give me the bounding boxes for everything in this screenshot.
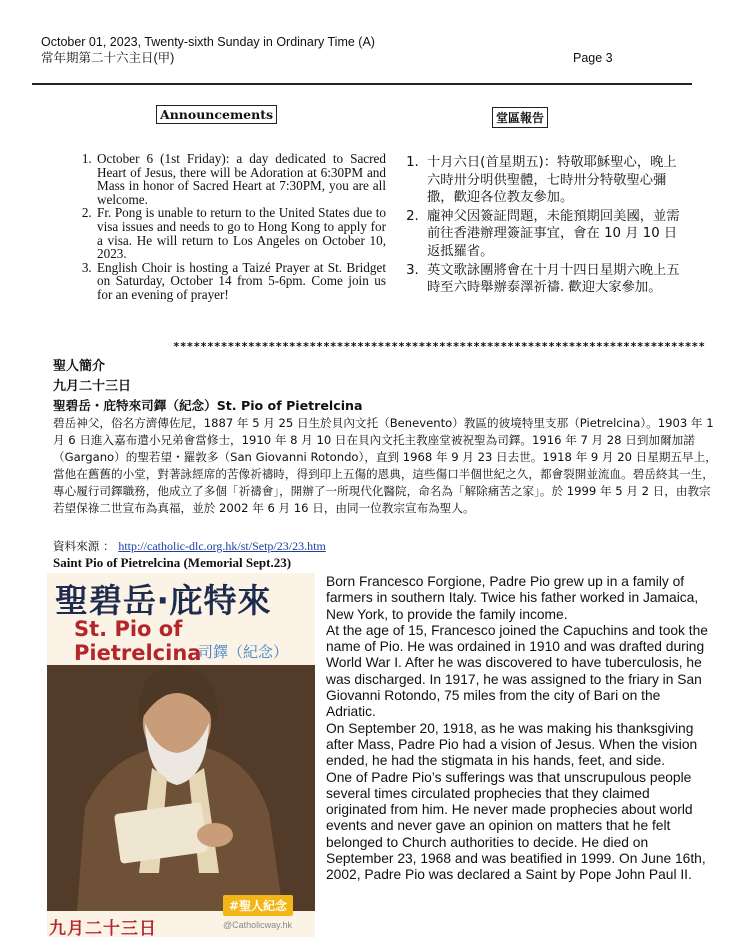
saint-en-paragraph: At the age of 15, Francesco joined the Capuchins and took the name of Pio. He was ordained in 1910 and was drafted during World War I. After he was discovered to have tuberculosis, he was discharged. In 1917, he was assigned to the friary in San Giovanni Rotondo, 75 miles from the city of Bari on the Adriatic. bbox=[326, 622, 708, 720]
announcements-title-zh: 堂區報告 bbox=[492, 107, 548, 128]
saint-pio-image bbox=[47, 573, 315, 937]
saint-en-paragraph: Born Francesco Forgione, Padre Pio grew up in a family of farmers in southern Italy. Twice his father worked in Jamaica, New York, to provide the family income. bbox=[326, 574, 699, 622]
image-subtitle-zh: 司鐸（紀念） bbox=[198, 643, 289, 661]
announcement-zh-item: 3. 英文歌詠團將會在十月十四日星期六晚上五時至六時舉辦泰澤祈禱. 歡迎大家參加。 bbox=[423, 262, 688, 297]
announcement-en-item: 1. October 6 (1st Friday): a day dedicated to Sacred Heart of Jesus, there will be Adoration at 6:30PM and Mass in honor of Sacred Heart at 7:30PM, you are all welcome. bbox=[95, 152, 386, 206]
image-tag: #聖人紀念 bbox=[223, 895, 293, 916]
saint-zh-source bbox=[53, 538, 326, 555]
announcement-zh-item: 2. 龐神父因簽証問題，未能預期回美國，並需前往香港辦理簽証事宜，會在 10 月 10 日返抵羅省。 bbox=[423, 208, 688, 261]
saint-en-paragraph: On September 20, 1918, as he was making his thanksgiving after Mass, Padre Pio had a vision of Jesus. When the vision ended, he had the stigmata in his hands, feet, and side. bbox=[326, 720, 698, 769]
announcements-list-en bbox=[71, 152, 386, 302]
saint-zh-heading1: 聖人簡介 bbox=[53, 359, 106, 374]
image-date-zh: 九月二十三日 bbox=[49, 919, 157, 937]
source-link[interactable]: http://catholic-dlc.org.hk/st/Setp/23/23.htm bbox=[118, 539, 326, 553]
image-title-zh: 聖碧岳‧庇特來 bbox=[55, 581, 272, 620]
announcement-en-item: 3. English Choir is hosting a Taizé Prayer at St. Bridget on Saturday, October 14 from 5-6pm. Come join us for an evening of prayer! bbox=[95, 261, 386, 302]
header-zh-line: 常年期第二十六主日(甲) bbox=[41, 51, 175, 65]
announcements-title-en: Announcements bbox=[156, 105, 277, 124]
announcements-list-zh bbox=[401, 154, 688, 298]
image-title-en: St. Pio of Pietrelcina bbox=[74, 617, 202, 665]
saint-zh-body: 碧岳神父，俗名方濟傳佐尼，1887 年 5 月 25 日生於貝內文托（Benevento）教區的彼境特里支那（Pietrelcina）。1903 年 1 月 6 日進入嘉布遣小兄弟會當修士，1910 年 8 月 10 日在貝內文托主教座堂被祝聖為司鐸。1916 年 7 月 28 日到加爾加諾（Gargano）的聖若望・羅敦多（San Giovanni Rotondo），直到 1968 年 9 月 23 日去世。1918 年 9 月 20 日星期五早上，當他在舊舊的小堂，對著詠經席的苦像祈禱時，得到印上五傷的恩典，這些傷口半個世紀之久，都會裂開並流血。碧岳終其一生，專心履行司鐸職務，他成立了多個「祈禱會」，開辦了一所現代化醫院，命名為「解除痛苦之家」。於 1999 年 5 月 2 日，由教宗若望保祿二世宣布為真福，並於 2002 年 6 月 16 日，由同一位教宗宣布為聖人。 bbox=[53, 416, 717, 515]
saint-zh-heading3: 聖碧岳・庇特來司鐸（紀念）St. Pio of Pietrelcina bbox=[53, 398, 363, 413]
announcement-zh-item: 1. 十月六日(首星期五)：特敬耶穌聖心，晚上六時卅分明供聖體，七時卅分特敬聖心彌撒，歡迎各位教友參加。 bbox=[423, 154, 688, 207]
separator-stars: ****************************************************************************** bbox=[173, 340, 706, 353]
image-credit: @Catholicway.hk bbox=[223, 920, 292, 930]
saint-en-heading: Saint Pio of Pietrelcina (Memorial Sept.23) bbox=[53, 555, 292, 570]
source-label: 資料來源 ： bbox=[53, 539, 115, 553]
page-number: Page 3 bbox=[573, 51, 613, 65]
header-date-line: October 01, 2023, Twenty-sixth Sunday in Ordinary Time (A) bbox=[41, 35, 375, 49]
saint-en-paragraph: One of Padre Pio’s sufferings was that unscrupulous people several times circulated prophecies that they claimed originated from him. He never made prophecies about world events and never gave an opinion on matters that he felt belonged to Church authorities to decide. He died on September 23, 1968 and was beatified in 1999. On June 16th, 2002, Padre Pio was declared a Saint by Pope John Paul II. bbox=[326, 769, 706, 883]
header-rule bbox=[32, 83, 692, 85]
saint-en-body bbox=[326, 574, 712, 884]
saint-zh-heading2: 九月二十三日 bbox=[53, 379, 132, 394]
announcement-en-item: 2. Fr. Pong is unable to return to the United States due to visa issues and needs to go to Hong Kong to apply for a visa. He will return to Los Angeles on October 10, 2023. bbox=[95, 206, 386, 260]
